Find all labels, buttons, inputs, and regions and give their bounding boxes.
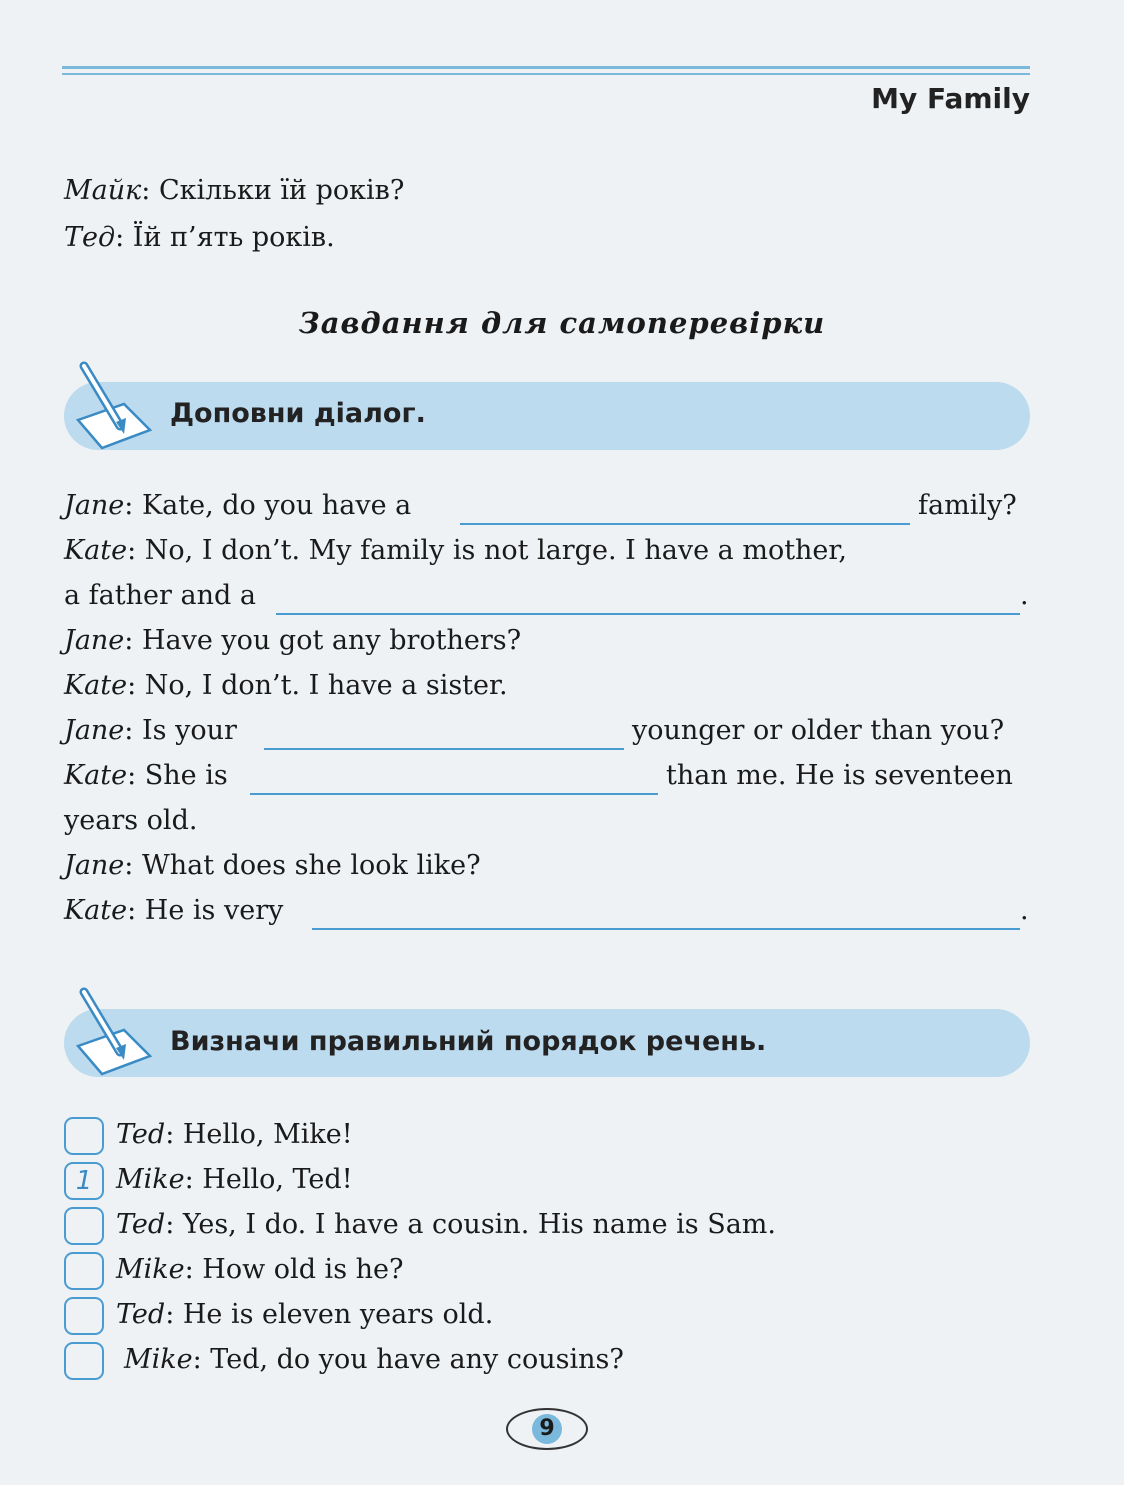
dialogue-line-10 <box>64 894 283 928</box>
utterance-start: a father and a <box>64 580 256 611</box>
utterance: : What does she look like? <box>124 850 481 881</box>
dialogue-line-3 <box>64 579 256 613</box>
utterance: : Hello, Mike! <box>165 1119 353 1150</box>
answer-blank-4[interactable] <box>250 793 658 795</box>
order-number-box[interactable]: 1 <box>64 1162 104 1200</box>
list-item <box>116 1298 493 1332</box>
answer-blank-5[interactable] <box>312 928 1020 930</box>
utterance: : Скільки їй років? <box>141 175 405 206</box>
dialogue-line-1 <box>64 489 411 523</box>
utterance-end: than me. He is seventeen <box>666 760 1013 791</box>
page-header-title: My Family <box>871 82 1030 115</box>
order-number-box[interactable] <box>64 1207 104 1245</box>
utterance-start: : Is your <box>124 715 237 746</box>
answer-blank-2[interactable] <box>276 613 1020 615</box>
speaker: Jane <box>64 715 125 746</box>
utterance-start: : Kate, do you have a <box>124 490 412 521</box>
pencil-writing-icon <box>72 360 156 452</box>
utterance-end: younger or older than you? <box>632 715 1005 746</box>
speaker: Kate <box>64 670 128 701</box>
order-number-box[interactable] <box>64 1252 104 1290</box>
dialogue-line-6 <box>64 714 237 748</box>
section-title: Завдання для самоперевірки <box>298 306 826 340</box>
dialogue-line-2 <box>64 534 847 568</box>
utterance: : Have you got any brothers? <box>124 625 522 656</box>
speaker: Ted <box>116 1209 166 1240</box>
answer-blank-3[interactable] <box>264 748 624 750</box>
speaker: Kate <box>64 760 128 791</box>
utterance-start: : He is very <box>127 895 284 926</box>
utterance-end: . <box>1020 895 1029 926</box>
dialogue-line-7 <box>64 759 228 793</box>
utterance: years old. <box>64 805 198 836</box>
speaker: Mike <box>124 1344 193 1375</box>
list-item <box>116 1208 776 1242</box>
order-number-box[interactable] <box>64 1117 104 1155</box>
header-rule <box>62 66 1030 75</box>
utterance-start: : She is <box>127 760 228 791</box>
list-item <box>116 1163 353 1197</box>
dialogue-line-5 <box>64 669 508 703</box>
speaker: Mike <box>116 1164 185 1195</box>
speaker: Ted <box>116 1299 166 1330</box>
task-2-title: Визначи правильний порядок речень. <box>170 1026 767 1057</box>
page-number: 9 <box>532 1414 562 1444</box>
utterance-end: . <box>1020 580 1029 611</box>
speaker: Ted <box>116 1119 166 1150</box>
speaker: Jane <box>64 490 125 521</box>
utterance: : No, I don’t. My family is not large. I have a mother, <box>127 535 847 566</box>
speaker: Jane <box>64 850 125 881</box>
order-number-box[interactable] <box>64 1342 104 1380</box>
speaker: Jane <box>64 625 125 656</box>
utterance: : How old is he? <box>184 1254 404 1285</box>
intro-line-2 <box>64 221 335 255</box>
utterance: : Їй п’ять років. <box>115 222 335 253</box>
dialogue-line-8 <box>64 804 197 838</box>
speaker: Mike <box>116 1254 185 1285</box>
speaker: Майк <box>64 175 142 206</box>
speaker: Kate <box>64 535 128 566</box>
page-number-badge <box>506 1408 588 1450</box>
answer-blank-1[interactable] <box>460 523 910 525</box>
dialogue-line-4 <box>64 624 521 658</box>
utterance: : No, I don’t. I have a sister. <box>127 670 508 701</box>
speaker: Kate <box>64 895 128 926</box>
list-item <box>124 1343 624 1377</box>
list-item <box>116 1118 353 1152</box>
intro-line-1 <box>64 174 404 208</box>
utterance-end: family? <box>918 490 1017 521</box>
list-item <box>116 1253 403 1287</box>
speaker: Тед <box>64 222 116 253</box>
dialogue-line-9 <box>64 849 481 883</box>
pencil-writing-icon <box>72 986 156 1078</box>
utterance: : Yes, I do. I have a cousin. His name is Sam. <box>165 1209 776 1240</box>
utterance: : Hello, Ted! <box>184 1164 353 1195</box>
utterance: : He is eleven years old. <box>165 1299 494 1330</box>
utterance: : Ted, do you have any cousins? <box>192 1344 624 1375</box>
order-number-box[interactable] <box>64 1297 104 1335</box>
task-1-title: Доповни діалог. <box>170 398 426 429</box>
